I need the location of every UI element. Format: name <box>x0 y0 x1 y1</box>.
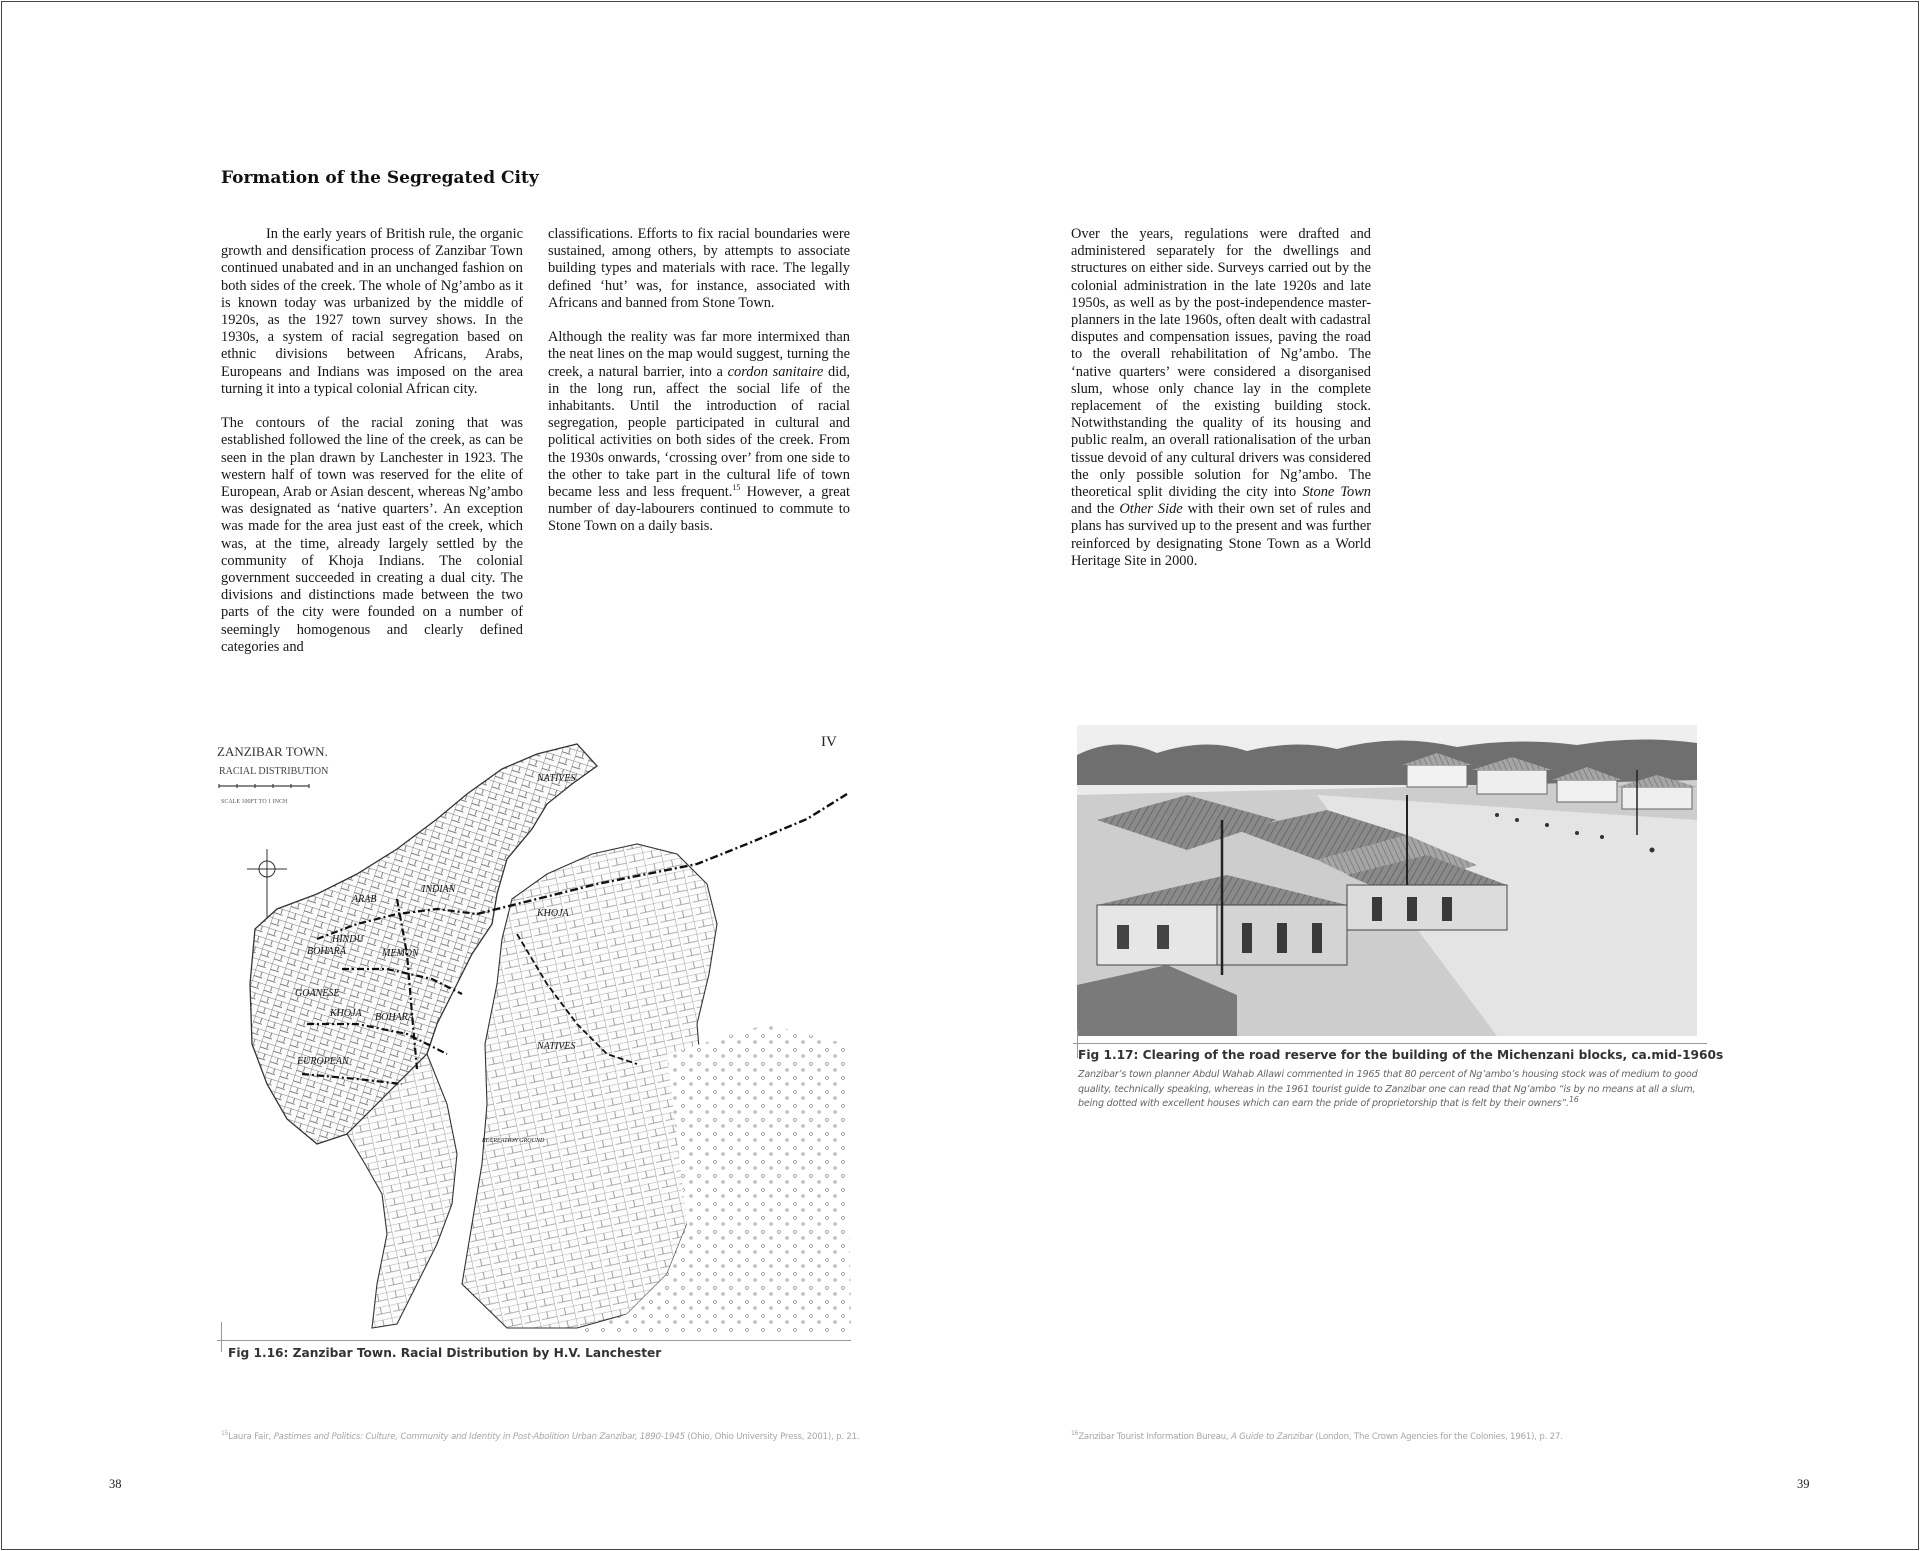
map-label: RECREATION GROUND <box>482 1138 545 1144</box>
map-label: EUROPEAN <box>297 1056 349 1067</box>
figure-rule <box>1073 1043 1707 1044</box>
michenzani-photo <box>1077 725 1697 1036</box>
map-label: KHOJA <box>537 908 569 919</box>
text-run: Over the years, regulations were drafted and administered separately for the dwellings and structures on either side. Surveys carried out by the colonial administration in the late 1920s and late 1950s, as well as by the post-independence master-planners in the late 1960s, often dealt with cadastral disputes and compensation issues, paving the road to the overall rehabilitation of Ng’ambo. The ‘native quarters’ were considered a disorganised slum, whose only chance lay in the complete replacement of the existing building stock. Notwithstanding the quality of its housing and public realm, an overall rationalisation of the urban tissue devoid of any cultural drivers was considered the only possible solution for Ng’ambo. The theoretical split dividing the city into <box>1071 226 1371 501</box>
figure-rule <box>217 1340 851 1341</box>
map-title: ZANZIBAR TOWN. <box>217 744 328 759</box>
map-label: NATIVES <box>537 1041 576 1052</box>
footnote-title: A Guide to Zanzibar <box>1230 1431 1313 1442</box>
text-run: Zanzibar’s town planner Abdul Wahab Allawi commented in 1965 that 80 percent of Ng’ambo’s housing stock was of medium to good quality, technically speaking, whereas in the 1961 tourist guide to Zanzibar one can read that Ng’ambo “is by no means at all a slum, being dotted with excellent houses which can earn the pride of proprietorship that is felt by their owners”. <box>1078 1069 1698 1109</box>
paragraph <box>1071 226 1371 570</box>
footnote-title: Pastimes and Politics: Culture, Community and Identity in Post-Abolition Urban Zanzibar, 1890-1945 <box>273 1431 685 1442</box>
footnote-15 <box>221 1430 859 1442</box>
racial-distribution-map <box>217 724 851 1332</box>
text-run: However, a great number of day-labourers continued to commute to Stone Town on a daily basis. <box>548 484 850 535</box>
text-run: with their own set of rules and plans has survived up to the present and was further reinforced by designating Stone Town as a World Heritage Site in 2000. <box>1071 501 1371 569</box>
italic-term: cordon sanitaire <box>727 363 824 380</box>
map-label: ARAB <box>352 894 377 905</box>
footnote-ref: 15 <box>732 483 741 493</box>
text-run: (Ohio, Ohio University Press, 2001), p. 21. <box>684 1431 860 1442</box>
text-run: Zanzibar Tourist Information Bureau, <box>1078 1431 1231 1442</box>
map-label: BOHARA <box>375 1012 414 1023</box>
text-column-2 <box>548 226 850 553</box>
paragraph: classifications. Efforts to fix racial boundaries were sustained, among others, by attempts to associate building types and materials with race. The legally defined ‘hut’ was, for instance, associated with Africans and banned from Stone Town. <box>548 226 850 311</box>
italic-term: Stone Town <box>1302 484 1371 501</box>
text-column-1 <box>221 226 523 673</box>
map-scale: SCALE 100FT TO 1 INCH <box>221 799 288 805</box>
figure-rule <box>221 1322 222 1352</box>
map-label: HINDU <box>332 934 364 945</box>
map-label: MEMON <box>382 948 419 959</box>
paragraph <box>548 329 850 535</box>
footnote-16 <box>1071 1430 1563 1442</box>
footnote-marker: 15 <box>221 1430 229 1437</box>
text-run: and the <box>1071 501 1120 518</box>
footnote-marker: 16 <box>1071 1430 1079 1437</box>
figure-caption: Fig 1.16: Zanzibar Town. Racial Distribution by H.V. Lanchester <box>228 1346 662 1360</box>
map-label: KHOJA <box>330 1008 362 1019</box>
text-run: (London, The Crown Agencies for the Colonies, 1961), p. 27. <box>1312 1431 1563 1442</box>
text-column-3 <box>1071 226 1371 587</box>
paragraph: In the early years of British rule, the organic growth and densification process of Zanzibar Town continued unabated and in an unchanged fashion on both sides of the creek. The whole of Ng’ambo as it is known today was urbanized by the middle of 1920s, as the 1927 town survey shows. In the 1930s, a system of racial segregation based on ethnic divisions between Africans, Arabs, Europeans and Indians was imposed on the area turning it into a typical colonial African city. <box>221 226 523 397</box>
paragraph: The contours of the racial zoning that was established followed the line of the creek, as can be seen in the plan drawn by Lanchester in 1923. The western half of town was reserved for the elite of European, Arab or Asian descent, whereas Ng’ambo was designated as ‘native quarters’. An exception was made for the area just east of the creek, which was, at the time, already largely settled by the community of Khoja Indians. The colonial government succeeded in creating a dual city. The divisions and distinctions made between the two parts of the city were founded on a number of seemingly homogenous and clearly defined categories and <box>221 415 523 655</box>
section-heading: Formation of the Segregated City <box>221 168 539 188</box>
text-run: Laura Fair, <box>228 1431 274 1442</box>
map-label: BOHARA <box>307 946 346 957</box>
map-label: NATIVES <box>537 773 576 784</box>
text-run: Although the reality was far more intermixed than the neat lines on the map would suggest, turning the creek, a natural barrier, into a <box>548 329 850 380</box>
plate-number: IV <box>821 734 837 750</box>
map-subtitle: RACIAL DISTRIBUTION <box>219 766 329 777</box>
italic-term: Other Side <box>1119 501 1183 518</box>
footnote-ref: 16 <box>1568 1094 1579 1104</box>
figure-caption-body <box>1078 1068 1703 1112</box>
map-label: INDIAN <box>422 884 456 895</box>
page-number-right: 39 <box>1797 1477 1810 1491</box>
figure-caption: Fig 1.17: Clearing of the road reserve for the building of the Michenzani blocks, ca.mid-1960s <box>1078 1048 1724 1062</box>
map-label: GOANESE <box>295 988 340 999</box>
page-number-left: 38 <box>109 1477 122 1491</box>
text-run: did, in the long run, affect the social life of the inhabitants. Until the introduction of racial segregation, people participated in cultural and political activities on both sides of the creek. From the 1930s onwards, ‘crossing over’ from one side to the other to take part in the cultural life of town became less and less frequent. <box>548 363 850 501</box>
